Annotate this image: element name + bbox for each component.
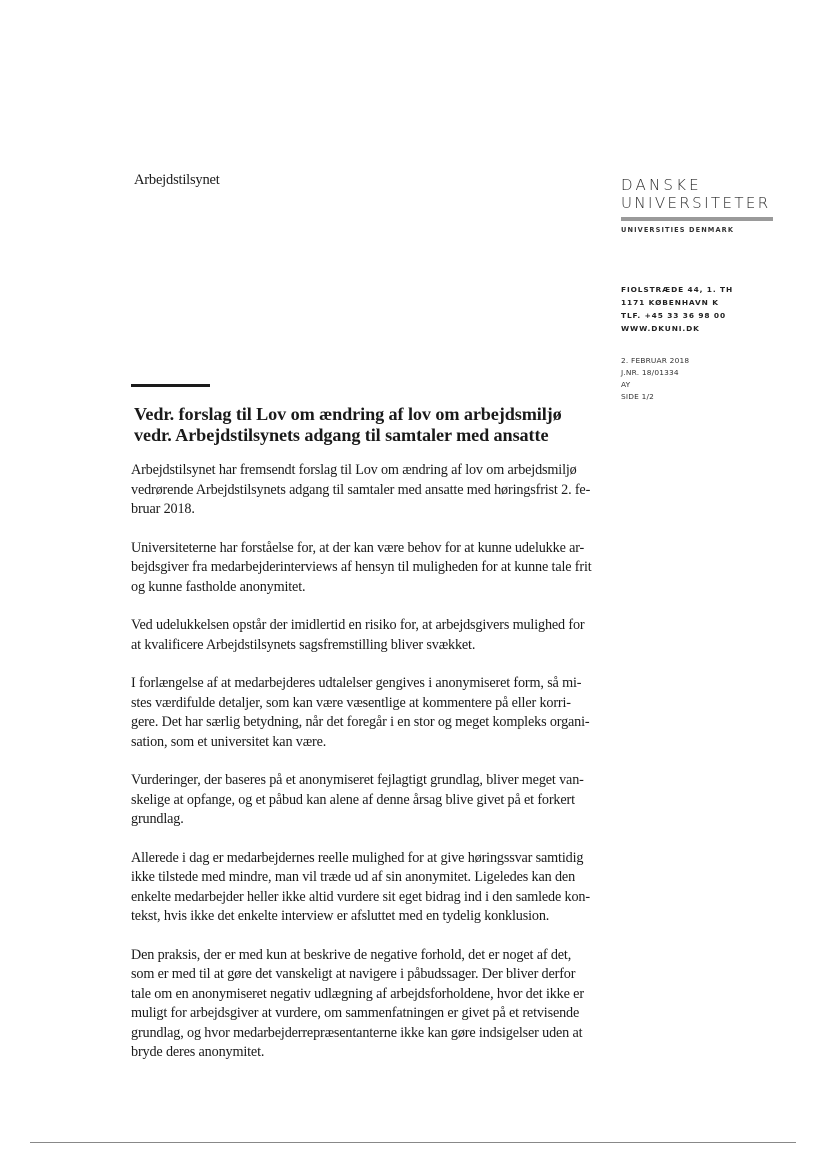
- address-phone: TLF. +45 33 36 98 00: [621, 311, 727, 320]
- paragraph-line: muligt for arbejdsgiver at vurdere, om sammenfatningen er givet på et retvisende: [131, 1005, 580, 1021]
- paragraph: [131, 771, 621, 830]
- paragraph-line: Vurderinger, der baseres på et anonymiseret fejlagtigt grundlag, bliver meget van-: [131, 772, 584, 788]
- paragraph-line: bruar 2018.: [131, 501, 195, 517]
- paragraph-line: tale om en anonymiseret negativ udlægning af arbejdsforholdene, hvor det ikke er: [131, 985, 584, 1002]
- paragraph-line: at kvalificere Arbejdstilsynets sagsfremstilling bliver svækket.: [131, 636, 476, 653]
- paragraph-line: vedrørende Arbejdstilsynets adgang til samtaler med ansatte med høringsfrist 2. fe-: [131, 481, 591, 498]
- paragraph-line: skelige at opfange, og et påbud kan alene af denne årsag blive givet på et forkert: [131, 791, 575, 808]
- letter-meta: [621, 355, 689, 403]
- paragraph-line: ikke tilstede med mindre, man vil træde ud af sin anonymitet. Ligeledes kan den: [131, 869, 576, 885]
- paragraph-line: Den praksis, der er med kun at beskrive de negative forhold, det er noget af det,: [131, 946, 572, 963]
- paragraph-line: tekst, hvis ikke det enkelte interview er afsluttet med en tydelig konklusion.: [131, 908, 550, 924]
- logo-divider: [621, 217, 773, 221]
- paragraph-line: Ved udelukkelsen opstår der imidlertid en risiko for, at arbejdsgivers mulighed for: [131, 617, 585, 633]
- letter-body: [131, 461, 621, 1082]
- meta-initials: AY: [621, 380, 631, 389]
- paragraph: [131, 461, 621, 520]
- paragraph-line: og kunne fastholde anonymitet.: [131, 578, 306, 595]
- address-city: 1171 KØBENHAVN K: [621, 298, 719, 307]
- meta-page-number: SIDE 1/2: [621, 392, 655, 401]
- title-line-2: vedr. Arbejdstilsynets adgang til samtaler med ansatte: [134, 425, 549, 445]
- recipient-name: Arbejdstilsynet: [134, 172, 220, 188]
- letter-title: [134, 404, 604, 446]
- paragraph-line: sation, som et universitet kan være.: [131, 733, 327, 750]
- paragraph-line: Allerede i dag er medarbejdernes reelle mulighed for at give høringssvar samtidig: [131, 849, 584, 866]
- paragraph-line: grundlag.: [131, 811, 184, 827]
- paragraph: [131, 946, 621, 1063]
- paragraph-line: grundlag, og hvor medarbejderrepræsentanterne ikke kan gøre indsigelser uden at: [131, 1024, 583, 1041]
- paragraph: [131, 616, 621, 655]
- footer-divider: [30, 1142, 796, 1143]
- paragraph-line: enkelte medarbejder heller ikke altid vurdere sit eget bidrag ind i den samlede kon-: [131, 888, 590, 905]
- paragraph-line: Arbejdstilsynet har fremsendt forslag til Lov om ændring af lov om arbejdsmiljø: [131, 462, 577, 478]
- logo-subline: UNIVERSITIES DENMARK: [621, 226, 735, 234]
- title-line-1: Vedr. forslag til Lov om ændring af lov om arbejdsmiljø: [134, 404, 562, 424]
- sender-address: [621, 283, 733, 335]
- paragraph: [131, 539, 621, 598]
- meta-date: 2. FEBRUAR 2018: [621, 356, 690, 365]
- redacted-mark: [131, 384, 210, 387]
- address-web: WWW.DKUNI.DK: [621, 324, 700, 333]
- paragraph-line: I forlængelse af at medarbejderes udtalelser gengives i anonymiseret form, så mi-: [131, 675, 582, 691]
- paragraph-line: stes værdifulde detaljer, som kan være væsentlige at kommentere på eller korri-: [131, 694, 571, 711]
- paragraph-line: bryde deres anonymitet.: [131, 1044, 265, 1060]
- meta-journal-number: J.NR. 18/01334: [621, 368, 679, 377]
- address-street: FIOLSTRÆDE 44, 1. TH: [621, 285, 734, 294]
- paragraph-line: gere. Det har særlig betydning, når det foregår i en stor og meget kompleks organi-: [131, 714, 590, 730]
- logo-line-danske: DANSKE: [621, 176, 702, 194]
- paragraph: [131, 849, 621, 927]
- danske-universiteter-logo: [621, 176, 781, 234]
- paragraph-line: som er med til at gøre det vanskeligt at navigere i påbudssager. Der bliver derfor: [131, 966, 576, 982]
- logo-line-universiteter: UNIVERSITETER: [621, 194, 771, 212]
- paragraph-line: bejdsgiver fra medarbejderinterviews af hensyn til muligheden for at kunne tale frit: [131, 559, 592, 575]
- paragraph-line: Universiteterne har forståelse for, at der kan være behov for at kunne udelukke ar-: [131, 539, 585, 556]
- paragraph: [131, 674, 621, 752]
